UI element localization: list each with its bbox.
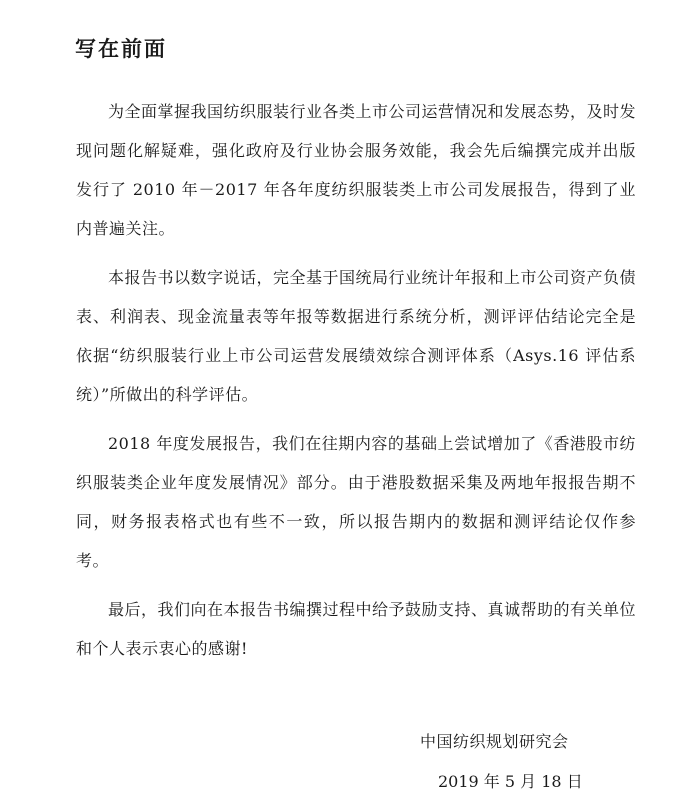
signature-organization: 中国纺织规划研究会 [420,732,569,751]
signature-date: 2019 年 5 月 18 日 [438,772,583,791]
signature-block [420,722,583,802]
document-body [76,92,636,678]
paragraph-2: 本报告书以数字说话，完全基于国统局行业统计年报和上市公司资产负债表、利润表、现金流量表等年报等数据进行系统分析，测评评估结论完全是依据“纺织服装行业上市公司运营发展绩效综合测评体系（Asys.16 评估系统）”所做出的科学评估。 [76,268,637,404]
paragraph-3: 2018 年度发展报告，我们在往期内容的基础上尝试增加了《香港股市纺织服装类企业年度发展情况》部分。由于港股数据采集及两地年报报告期不同，财务报表格式也有些不一致，所以报告期内的数据和测评结论仅作参考。 [76,434,636,570]
page-title: 写在前面 [75,37,167,61]
paragraph-4: 最后，我们向在本报告书编撰过程中给予鼓励支持、真诚帮助的有关单位和个人表示衷心的感谢! [76,600,637,658]
paragraph-1: 为全面掌握我国纺织服装行业各类上市公司运营情况和发展态势，及时发现问题化解疑难，强化政府及行业协会服务效能，我会先后编撰完成并出版发行了 2010 年－2017 年各年度纺织服装类上市公司发展报告，得到了业内普遍关注。 [76,102,637,238]
